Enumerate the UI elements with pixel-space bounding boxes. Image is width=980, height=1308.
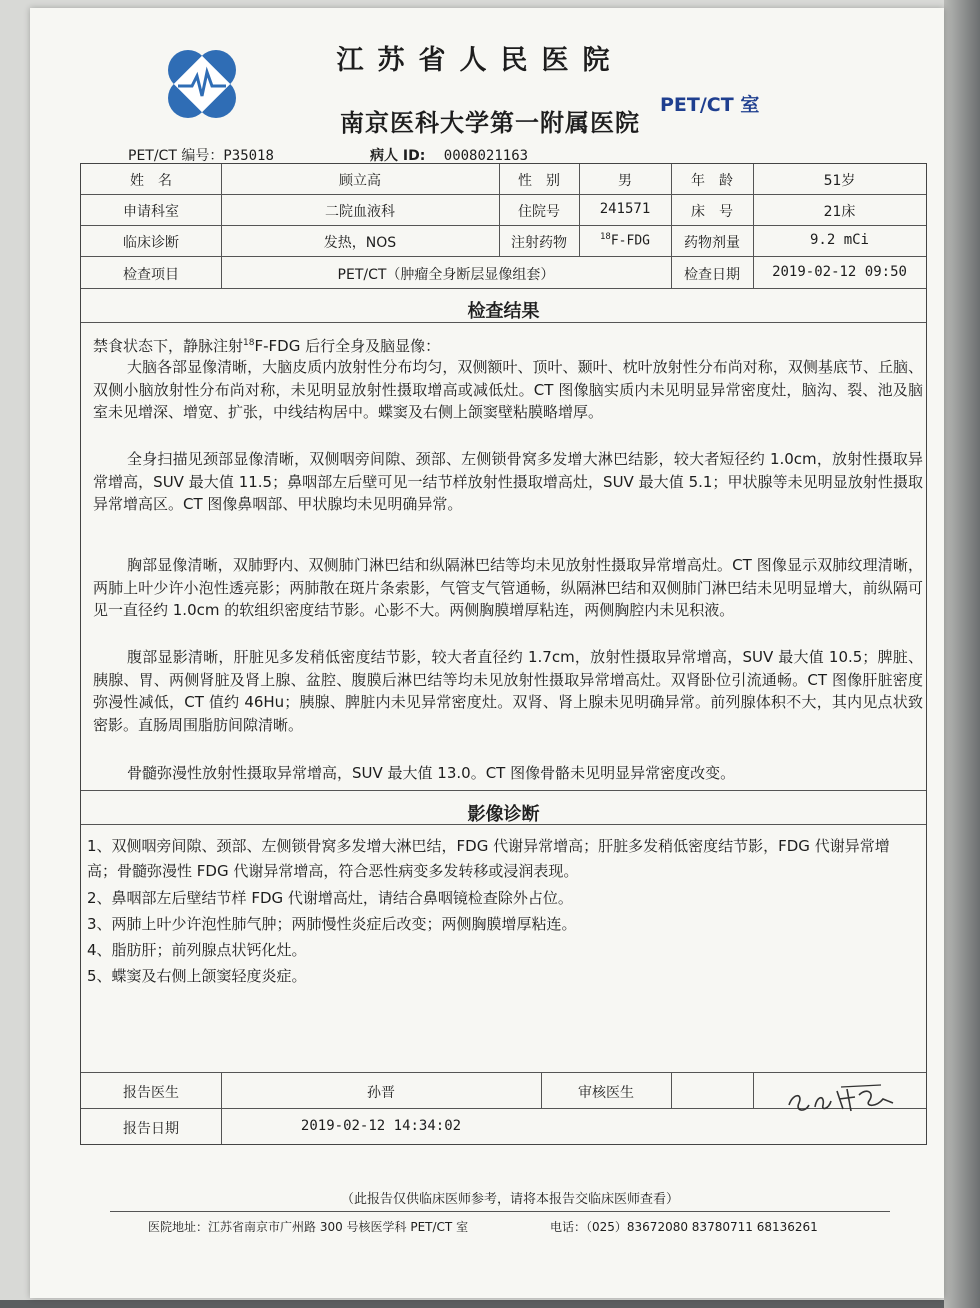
patient-id-label: 病人 ID: — [370, 148, 426, 164]
report-table — [80, 163, 927, 1145]
reviewer-signature — [781, 1079, 911, 1119]
exam-number-value: P35018 — [223, 148, 274, 164]
drug-value: $^{18}$F-FDG — [600, 232, 650, 249]
name-value: 顾立高 — [339, 173, 381, 189]
department-label: PET/CT 室 — [660, 94, 760, 116]
footer-note: （此报告仅供临床医师参考，请将本报告交临床医师查看） — [340, 1192, 679, 1207]
reviewer-label: 审核医生 — [578, 1085, 634, 1101]
diagnosis-item-1: 1、双侧咽旁间隙、颈部、左侧锁骨窝多发增大淋巴结，FDG 代谢异常增高；肝脏多发稍低密度结节影，FDG 代谢异常增高；骨髓弥漫性 FDG 代谢异常增高，符合恶性病变多发转移或浸润表现。 — [87, 837, 890, 880]
report-doctor-value: 孙晋 — [367, 1085, 395, 1101]
hospital-subtitle: 南京医科大学第一附属医院 — [340, 108, 640, 137]
exam-date-value: 2019-02-12 09:50 — [772, 264, 907, 280]
exam-item-label: 检查项目 — [123, 267, 179, 283]
sex-value: 男 — [618, 173, 632, 189]
diagnosis-label: 临床诊断 — [123, 235, 179, 251]
findings-intro: 禁食状态下，静脉注射$^{18}$F-FDG 后行全身及脑显像： — [93, 337, 441, 355]
dose-label: 药物剂量 — [684, 235, 740, 251]
name-label: 姓 名 — [130, 173, 172, 189]
dept-value: 二院血液科 — [325, 204, 395, 220]
patient-id-value: 0008021163 — [443, 148, 529, 164]
report-doctor-label: 报告医生 — [123, 1085, 179, 1101]
diagnosis-title: 影像诊断 — [467, 804, 540, 825]
dept-label: 申请科室 — [123, 204, 179, 220]
findings-abdomen: 腹部显影清晰，肝脏见多发稍低密度结节影，较大者直径约 1.7cm，放射性摄取异常增高，SUV 最大值 10.5；脾脏、胰腺、胃、两侧肾脏及肾上腺、盆腔、腹膜后淋巴结等均未见放射性摄取异常增高灶。双肾卧位引流通畅。CT 图像肝脏密度弥漫性减低，CT 值约 46Hu；胰腺、脾脏内未见异常密度灶。双肾、肾上腺未见明确异常。前列腺体积不大，其内见点状致密影。直肠周围脂肪间隙清晰。 — [93, 648, 923, 734]
hospital-name: 江苏省人民医院 — [336, 45, 624, 76]
dose-value: 9.2 mCi — [809, 232, 869, 248]
findings-brain: 大脑各部显像清晰，大脑皮质内放射性分布均匀，双侧额叶、顶叶、颞叶、枕叶放射性分布尚对称，双侧基底节、丘脑、双侧小脑放射性分布尚对称，未见明显放射性摄取增高或减低灶。CT 图像脑实质内未见明显异常密度灶，脑沟、裂、池及脑室未见增深、增宽、扩张，中线结构居中。蝶窦及右侧上颌窦壁粘膜略增厚。 — [93, 358, 923, 421]
findings-neck: 全身扫描见颈部显像清晰，双侧咽旁间隙、颈部、左侧锁骨窝多发增大淋巴结影，较大者短径约 1.0cm，放射性摄取异常增高，SUV 最大值 11.5；鼻咽部左后壁可见一结节样放射性摄取增高灶，SUV 最大值 5.1；甲状腺等未见明显放射性摄取异常增高区。CT 图像鼻咽部、甲状腺均未见明确异常。 — [93, 450, 923, 513]
diagnosis-value: 发热，NOS — [323, 235, 397, 251]
hospital-logo — [164, 46, 240, 122]
exam-date-label: 检查日期 — [684, 267, 740, 283]
footer-phone: 电话：（025）83672080 83780711 68136261 — [550, 1220, 818, 1234]
inpatient-value: 241571 — [599, 201, 651, 217]
report-date-value: 2019-02-12 14:34:02 — [300, 1118, 462, 1134]
footer-divider — [110, 1211, 890, 1212]
exam-item-value: PET/CT（肿瘤全身断层显像组套） — [337, 267, 555, 283]
diagnosis-item-3: 3、两肺上叶少许泡性肺气肿；两肺慢性炎症后改变；两侧胸膜增厚粘连。 — [87, 915, 577, 933]
exam-number — [128, 145, 274, 165]
footer-address: 医院地址：江苏省南京市广州路 300 号核医学科 PET/CT 室 — [148, 1220, 469, 1234]
diagnosis-item-5: 5、蝶窦及右侧上颌窦轻度炎症。 — [87, 967, 307, 985]
sex-label: 性 别 — [518, 173, 560, 189]
age-label: 年 龄 — [691, 173, 733, 189]
exam-number-label: PET/CT 编号： — [128, 148, 224, 164]
inpatient-label: 住院号 — [518, 204, 560, 220]
diagnosis-item-2: 2、鼻咽部左后壁结节样 FDG 代谢增高灶，请结合鼻咽镜检查除外占位。 — [87, 889, 573, 907]
findings-chest: 胸部显像清晰，双肺野内、双侧肺门淋巴结和纵隔淋巴结等均未见放射性摄取异常增高灶。CT 图像显示双肺纹理清晰，两肺上叶少许小泡性透亮影；两肺散在斑片条索影，气管支气管通畅，纵隔淋巴结和双侧肺门淋巴结未见明显增大，前纵隔可见一直径约 1.0cm 的软组织密度结节影。心影不大。两侧胸膜增厚粘连，两侧胸腔内未见积液。 — [93, 556, 923, 619]
report-page — [30, 8, 944, 1298]
findings-marrow: 骨髓弥漫性放射性摄取异常增高，SUV 最大值 13.0。CT 图像骨骼未见明显异常密度改变。 — [127, 764, 736, 782]
bed-label: 床 号 — [691, 204, 733, 220]
report-date-label: 报告日期 — [123, 1121, 179, 1137]
bed-value: 21床 — [823, 204, 856, 220]
patient-id — [370, 145, 528, 165]
diagnosis-item-4: 4、脂肪肝；前列腺点状钙化灶。 — [87, 941, 307, 959]
age-value: 51岁 — [823, 173, 856, 189]
drug-label: 注射药物 — [511, 235, 567, 251]
sleeve-edge — [944, 0, 980, 1308]
findings-title: 检查结果 — [467, 301, 540, 322]
